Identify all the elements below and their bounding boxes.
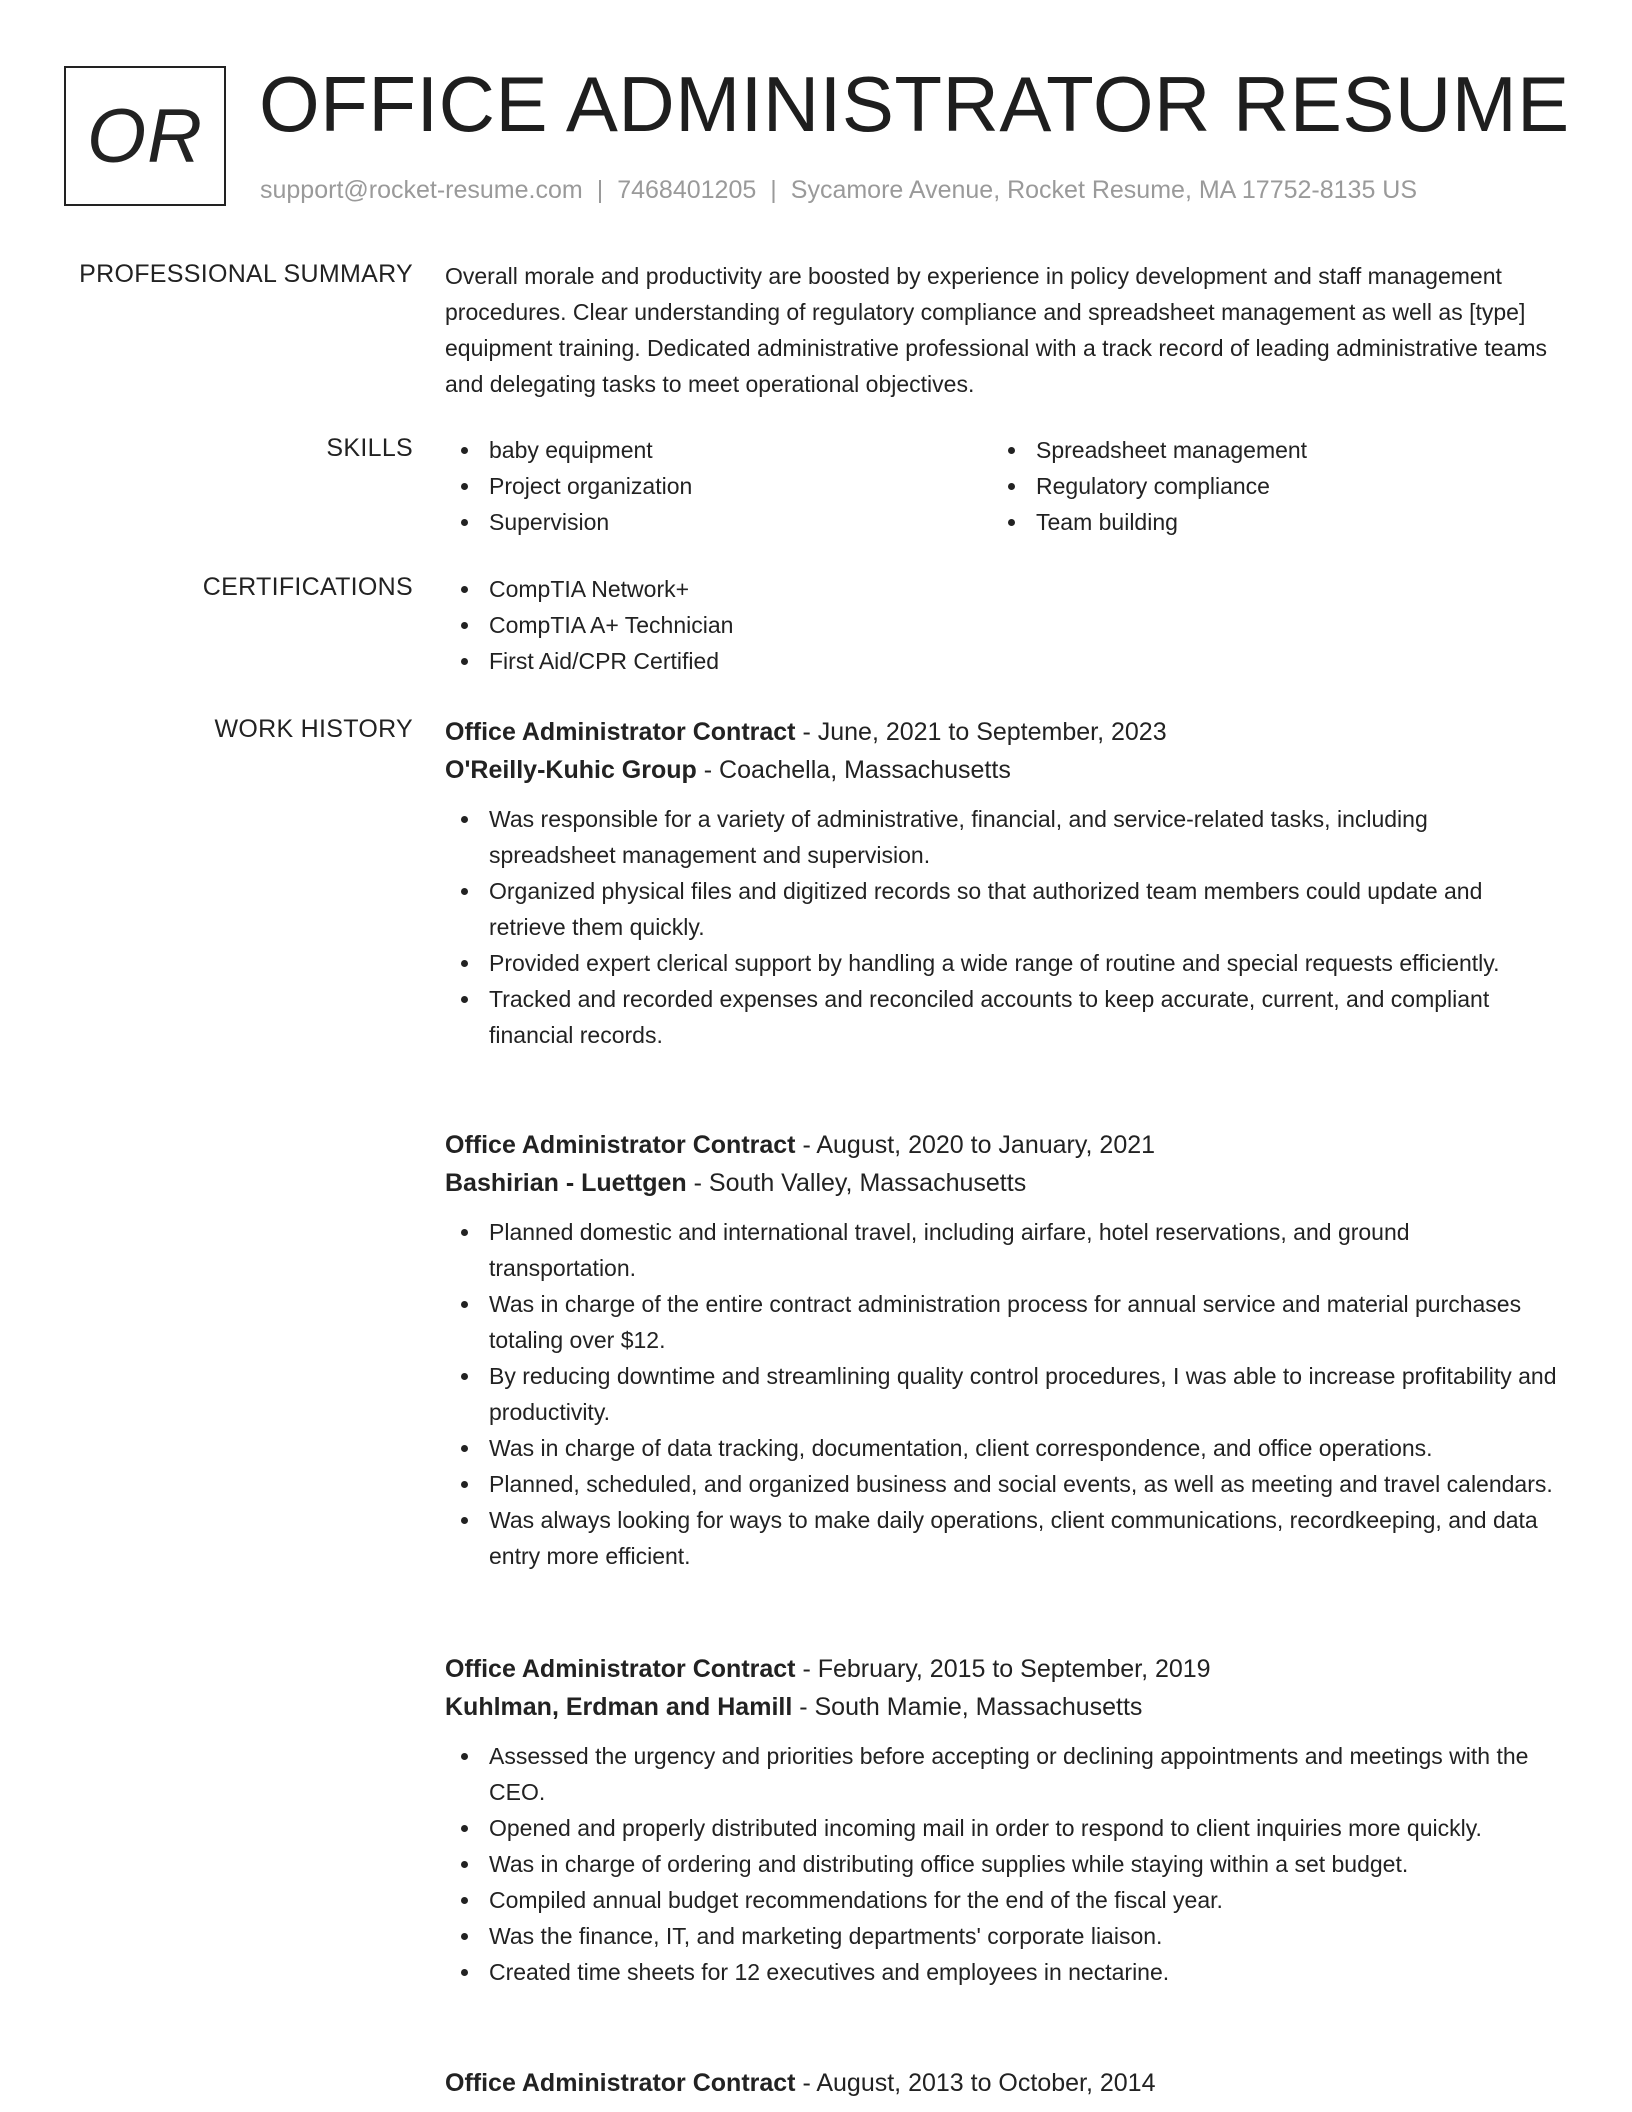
job-bullet: Was the finance, IT, and marketing departments' corporate liaison.	[445, 1918, 1560, 1954]
job-company-line	[445, 751, 1560, 789]
job-bullet: By reducing downtime and streamlining quality control procedures, I was able to increase profitability and productivity.	[445, 1358, 1560, 1430]
job-bullet: Was in charge of the entire contract administration process for annual service and material purchases totaling over $12.	[445, 1286, 1560, 1358]
skills-body	[445, 432, 1560, 540]
job-company: O'Reilly-Kuhic Group	[445, 756, 697, 784]
job-bullets	[445, 801, 1560, 1053]
job-bullet: Planned domestic and international travel, including airfare, hotel reservations, and ground transportation.	[445, 1214, 1560, 1286]
job-bullet: Created time sheets for 12 executives and employees in nectarine.	[445, 1954, 1560, 1990]
summary-body	[445, 258, 1560, 402]
job-bullet: Was in charge of ordering and distributing office supplies while staying within a set budget.	[445, 1846, 1560, 1882]
job-title: Office Administrator Contract	[445, 2069, 796, 2097]
job-dates: - August, 2013 to October, 2014	[795, 2069, 1156, 2097]
job-company-line	[445, 1688, 1560, 1726]
skill-item: Supervision	[445, 504, 992, 540]
job-bullet: Planned, scheduled, and organized business and social events, as well as meeting and travel calendars.	[445, 1466, 1560, 1502]
job-entry	[445, 1126, 1560, 1574]
summary-label: PROFESSIONAL SUMMARY	[79, 260, 413, 288]
job-entry	[445, 713, 1560, 1053]
contact-phone[interactable]: 7468401205	[617, 176, 757, 204]
job-title-line	[445, 713, 1560, 751]
resume-title: OFFICE ADMINISTRATOR RESUME	[259, 60, 1570, 148]
job-location: - South Mamie, Massachusetts	[792, 1693, 1143, 1721]
job-bullet: Was in charge of data tracking, documentation, client correspondence, and office operations.	[445, 1430, 1560, 1466]
job-bullet: Was always looking for ways to make daily operations, client communications, recordkeeping, and data entry more efficient.	[445, 1502, 1560, 1574]
certification-item: CompTIA A+ Technician	[445, 607, 1560, 643]
job-title: Office Administrator Contract	[445, 1655, 796, 1683]
contact-email[interactable]: support@rocket-resume.com	[260, 176, 583, 204]
job-bullet: Tracked and recorded expenses and reconciled accounts to keep accurate, current, and compliant financial records.	[445, 981, 1560, 1053]
skills-label: SKILLS	[326, 434, 413, 462]
work-history-label: WORK HISTORY	[214, 715, 413, 743]
certification-item: First Aid/CPR Certified	[445, 643, 1560, 679]
monogram-box	[64, 66, 226, 206]
job-title: Office Administrator Contract	[445, 718, 796, 746]
job-bullet: Organized physical files and digitized records so that authorized team members could update and retrieve them quickly.	[445, 873, 1560, 945]
job-entry	[445, 2064, 1560, 2102]
job-location: - Coachella, Massachusetts	[696, 756, 1011, 784]
skill-item: Regulatory compliance	[992, 468, 1539, 504]
job-title: Office Administrator Contract	[445, 1131, 796, 1159]
summary-text: Overall morale and productivity are boosted by experience in policy development and staff management procedures. Clear understanding of regulatory compliance and spreadsheet management as well as [type] equipment training. Dedicated administrative professional with a track record of leading administrative teams and delegating tasks to meet operational objectives.	[445, 263, 1547, 397]
skills-list-left	[445, 432, 992, 540]
certifications-body	[445, 571, 1560, 679]
job-dates: - June, 2021 to September, 2023	[795, 718, 1167, 746]
job-bullets	[445, 1738, 1560, 1990]
job-location: - South Valley, Massachusetts	[686, 1169, 1027, 1197]
job-title-line	[445, 1650, 1560, 1688]
job-bullet: Compiled annual budget recommendations for the end of the fiscal year.	[445, 1882, 1560, 1918]
job-dates: - August, 2020 to January, 2021	[795, 1131, 1156, 1159]
skill-item: Spreadsheet management	[992, 432, 1539, 468]
contact-address: Sycamore Avenue, Rocket Resume, MA 17752-8135 US	[790, 176, 1418, 204]
job-bullet: Opened and properly distributed incoming mail in order to respond to client inquiries more quickly.	[445, 1810, 1560, 1846]
job-bullet: Assessed the urgency and priorities before accepting or declining appointments and meetings with the CEO.	[445, 1738, 1560, 1810]
skill-item: baby equipment	[445, 432, 992, 468]
job-title-line	[445, 1126, 1560, 1164]
job-company-line	[445, 1164, 1560, 1202]
job-bullet: Was responsible for a variety of administrative, financial, and service-related tasks, including spreadsheet management and supervision.	[445, 801, 1560, 873]
contact-line	[260, 175, 1417, 205]
job-entry	[445, 1650, 1560, 1990]
skill-item: Project organization	[445, 468, 992, 504]
contact-separator: |	[596, 176, 604, 204]
skill-item: Team building	[992, 504, 1539, 540]
certification-item: CompTIA Network+	[445, 571, 1560, 607]
job-bullet: Provided expert clerical support by handling a wide range of routine and special requests efficiently.	[445, 945, 1560, 981]
certifications-label: CERTIFICATIONS	[202, 573, 413, 601]
certifications-list	[445, 571, 1560, 679]
monogram-initials: OR	[87, 93, 203, 179]
job-title-line	[445, 2064, 1560, 2102]
job-bullets	[445, 1214, 1560, 1574]
skills-list-right	[992, 432, 1539, 540]
job-dates: - February, 2015 to September, 2019	[795, 1655, 1211, 1683]
job-company: Kuhlman, Erdman and Hamill	[445, 1693, 793, 1721]
job-company: Bashirian - Luettgen	[445, 1169, 687, 1197]
contact-separator: |	[770, 176, 777, 204]
